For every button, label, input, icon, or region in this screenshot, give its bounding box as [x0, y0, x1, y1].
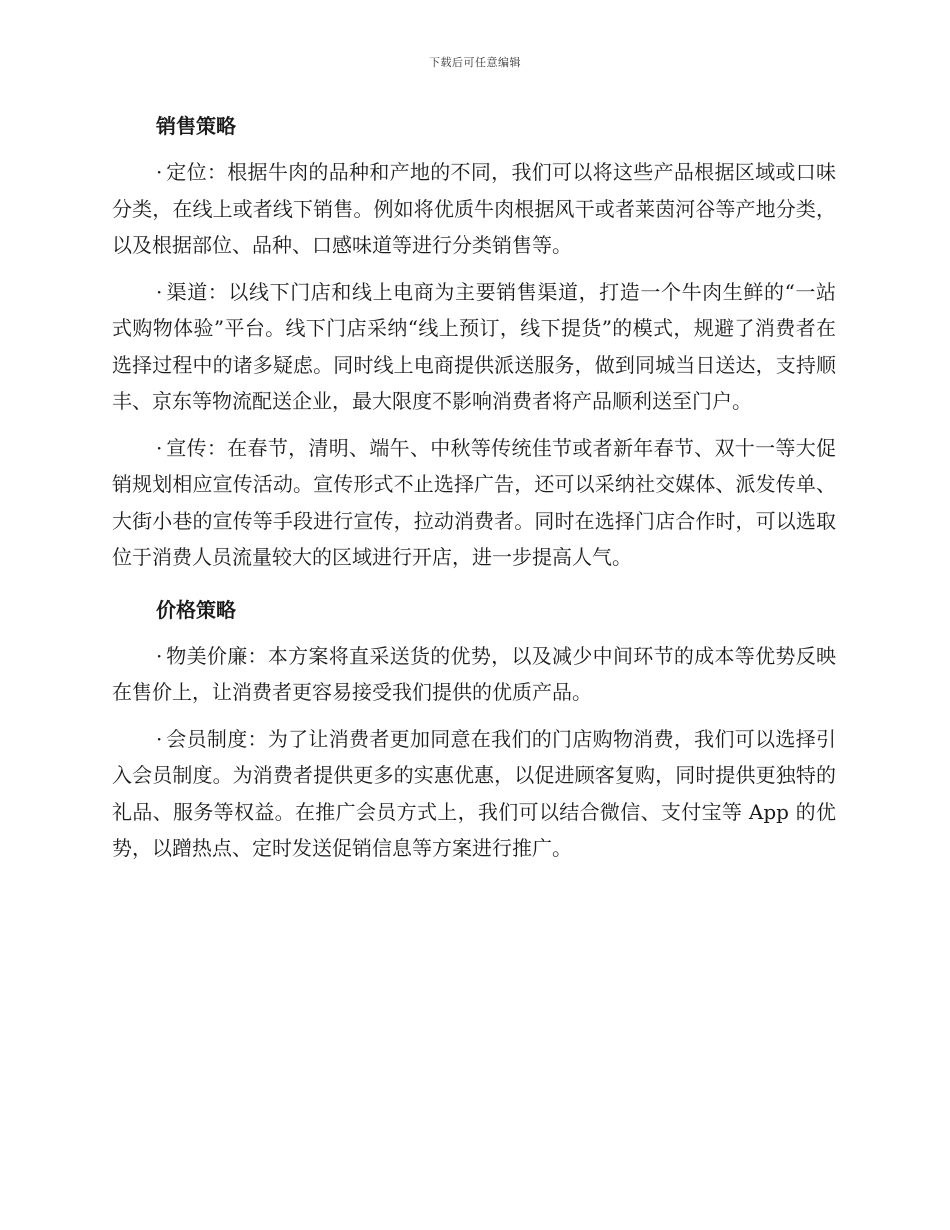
- header-note: 下载后可任意编辑: [429, 56, 521, 69]
- paragraph-text: 渠道：以线下门店和线上电商为主要销售渠道，打造一个牛肉生鲜的“一站式购物体验”平台。线下门店采纳“线上预订，线下提货”的模式，规避了消费者在选择过程中的诸多疑虑。同时线上电商提供派送服务，做到同城当日送达，支持顺丰、京东等物流配送企业，最大限度不影响消费者将产品顺利送至门户。: [112, 279, 836, 413]
- paragraph-channels: [112, 274, 836, 420]
- bullet-dot: ·: [156, 643, 163, 668]
- bullet-dot: ·: [156, 279, 163, 304]
- paragraph-text: 定位：根据牛肉的品种和产地的不同，我们可以将这些产品根据区域或口味分类，在线上或者线下销售。例如将优质牛肉根据风干或者莱茵河谷等产地分类，以及根据部位、品种、口感味道等进行分类销售等。: [112, 160, 836, 257]
- bullet-dot: ·: [156, 435, 163, 460]
- section-title-sales: 销售策略: [156, 114, 236, 138]
- bullet-dot: ·: [156, 726, 163, 751]
- paragraph-membership: [112, 721, 836, 867]
- paragraph-text: 物美价廉：本方案将直采送货的优势，以及减少中间环节的成本等优势反映在售价上，让消费者更容易接受我们提供的优质产品。: [112, 643, 836, 704]
- document-body: [112, 108, 836, 877]
- paragraph-promotion: [112, 430, 836, 576]
- paragraph-positioning: [112, 154, 836, 264]
- section-title-pricing: 价格策略: [156, 597, 236, 622]
- paragraph-text: 会员制度：为了让消费者更加同意在我们的门店购物消费，我们可以选择引入会员制度。为消费者提供更多的实惠优惠，以促进顾客复购，同时提供更独特的礼品、服务等权益。在推广会员方式上，我们可以结合微信、支付宝等 App 的优势，以蹭热点、定时发送促销信息等方案进行推广。: [112, 726, 836, 860]
- paragraph-value-pricing: [112, 638, 836, 711]
- paragraph-text: 宣传：在春节，清明、端午、中秋等传统佳节或者新年春节、双十一等大促销规划相应宣传活动。宣传形式不止选择广告，还可以采纳社交媒体、派发传单、大街小巷的宣传等手段进行宣传，拉动消费者。同时在选择门店合作时，可以选取位于消费人员流量较大的区域进行开店，进一步提高人气。: [112, 435, 836, 569]
- bullet-dot: ·: [156, 160, 163, 184]
